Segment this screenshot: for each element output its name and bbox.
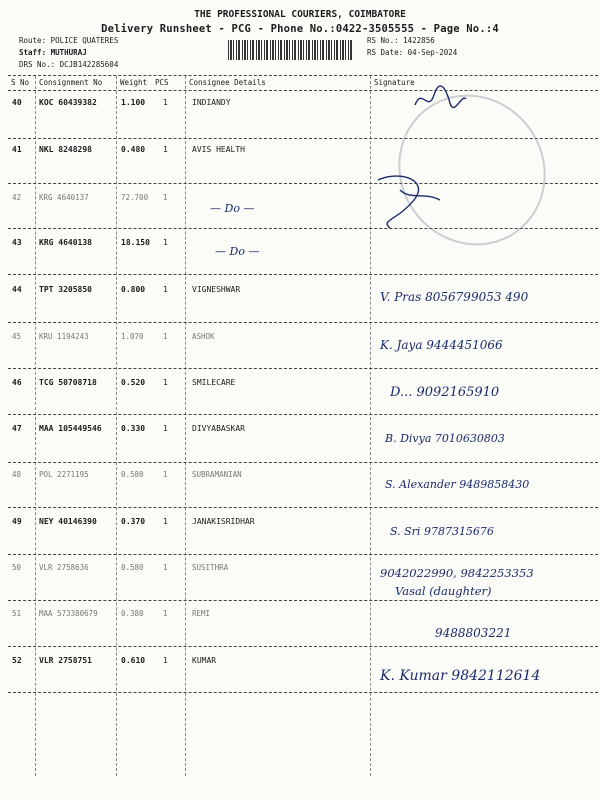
rs-date-line	[367, 48, 457, 57]
handwritten-signature: 9042022990, 9842253353	[380, 566, 534, 580]
row-pcs: 1	[163, 238, 168, 247]
staff-value: MUTHURAJ	[50, 48, 87, 57]
row-separator	[8, 322, 598, 323]
handwritten-signature: V. Pras 8056799053 490	[380, 290, 529, 304]
drs-line	[19, 60, 118, 69]
row-separator	[8, 646, 598, 647]
signature-scribble	[370, 170, 450, 230]
row-consignee: DIVYABASKAR	[192, 424, 245, 433]
row-weight: 0.330	[121, 424, 146, 433]
rs-date-value: 04-Sep-2024	[407, 48, 458, 57]
company-name: THE PROFESSIONAL COURIERS, COIMBATORE	[194, 9, 406, 20]
row-weight: 0.380	[121, 609, 144, 618]
row-consignment: MAA 573380679	[39, 609, 98, 618]
col-divider	[185, 76, 186, 776]
row-sno: 40	[12, 98, 22, 107]
row-consignee: KUMAR	[192, 656, 217, 665]
row-pcs: 1	[163, 517, 168, 526]
row-sno: 47	[12, 424, 22, 433]
row-consignee: SUBRAMANIAN	[192, 470, 242, 479]
row-consignee: SUSITHRA	[192, 563, 229, 572]
staff-line	[19, 48, 87, 57]
row-sno: 44	[12, 285, 22, 294]
row-sno: 43	[12, 238, 22, 247]
row-sno: 52	[12, 656, 22, 665]
row-weight: 0.480	[121, 145, 146, 154]
row-pcs: 1	[163, 285, 168, 294]
row-pcs: 1	[163, 378, 168, 387]
row-separator	[8, 507, 598, 508]
row-sno: 50	[12, 563, 22, 572]
row-pcs: 1	[163, 98, 168, 107]
row-separator	[8, 462, 598, 463]
barcode	[228, 40, 352, 60]
row-consignee: REMI	[192, 609, 211, 618]
col-divider	[116, 76, 117, 776]
route-label: Route:	[19, 36, 47, 45]
row-separator	[8, 414, 598, 415]
row-sno: 41	[12, 145, 22, 154]
row-consignee: JANAKISRIDHAR	[192, 517, 255, 526]
route-line	[19, 36, 118, 45]
runsheet-title: Delivery Runsheet - PCG - Phone No.:0422-3505555 - Page No.:4	[101, 23, 499, 35]
row-separator	[8, 600, 598, 601]
handwritten-signature: S. Alexander 9489858430	[385, 478, 530, 491]
handwritten-signature: B. Divya 7010630803	[385, 432, 505, 445]
row-consignment: POL 2271195	[39, 470, 89, 479]
row-consignment: VLR 2758751	[39, 656, 92, 665]
row-pcs: 1	[163, 609, 168, 618]
row-consignment: KRG 4640137	[39, 193, 89, 202]
row-consignee: VIGNESHWAR	[192, 285, 241, 294]
row-sno: 45	[12, 332, 22, 341]
col-sno: S No	[11, 78, 30, 87]
drs-value: DCJB142285604	[59, 60, 119, 69]
row-consignment: KRU 1194243	[39, 332, 89, 341]
row-consignment: NKL 8248298	[39, 145, 92, 154]
row-consignee: INDIANDY	[192, 98, 231, 107]
row-consignment: KRG 4640138	[39, 238, 92, 247]
rs-no-label: RS No.:	[367, 36, 399, 45]
row-weight: 18.150	[121, 238, 150, 247]
row-weight: 1.070	[121, 332, 144, 341]
row-weight: 72.700	[121, 193, 149, 202]
row-pcs: 1	[163, 563, 168, 572]
row-sno: 49	[12, 517, 22, 526]
row-pcs: 1	[163, 145, 168, 154]
row-consignment: KOC 60439382	[39, 98, 97, 107]
row-separator	[8, 274, 598, 275]
header-bottom-rule	[8, 90, 598, 91]
row-sno: 48	[12, 470, 22, 479]
handwritten-signature: 9488803221	[435, 626, 512, 640]
row-consignment: VLR 2758636	[39, 563, 89, 572]
row-consignee: AVIS HEALTH	[192, 145, 245, 154]
row-separator	[8, 692, 598, 693]
header-top-rule	[8, 75, 598, 76]
handwritten-signature: Vasal (daughter)	[395, 584, 492, 598]
row-pcs: 1	[163, 424, 168, 433]
col-consignment: Consignment No	[39, 78, 103, 87]
ditto-mark: — Do —	[210, 202, 255, 215]
rs-no-line	[367, 36, 435, 45]
row-sno: 46	[12, 378, 22, 387]
row-sno: 42	[12, 193, 22, 202]
row-pcs: 1	[163, 193, 168, 202]
handwritten-signature: D... 9092165910	[390, 385, 500, 400]
row-consignment: TPT 3205850	[39, 285, 92, 294]
row-pcs: 1	[163, 656, 168, 665]
row-consignee: SMILECARE	[192, 378, 236, 387]
handwritten-signature: S. Sri 9787315676	[390, 525, 494, 538]
rs-no-value: 1422856	[403, 36, 435, 45]
row-weight: 0.520	[121, 378, 146, 387]
col-divider	[35, 76, 36, 776]
row-pcs: 1	[163, 470, 168, 479]
row-weight: 0.800	[121, 285, 146, 294]
row-consignment: TCG 50708718	[39, 378, 97, 387]
row-consignee: ASHOK	[192, 332, 215, 341]
staff-label: Staff:	[19, 48, 47, 57]
ditto-mark: — Do —	[215, 245, 260, 258]
row-weight: 1.100	[121, 98, 146, 107]
row-sno: 51	[12, 609, 22, 618]
col-signature: Signature	[374, 78, 415, 87]
row-separator	[8, 368, 598, 369]
col-pcs: PCS	[155, 78, 169, 87]
handwritten-signature: K. Jaya 9444451066	[380, 338, 503, 352]
drs-label: DRS No.:	[19, 60, 56, 69]
row-weight: 0.370	[121, 517, 146, 526]
row-weight: 0.580	[121, 470, 144, 479]
route-value: POLICE QUATERES	[50, 36, 119, 45]
handwritten-signature: K. Kumar 9842112614	[380, 668, 541, 684]
signature-scribble	[410, 85, 470, 115]
row-consignment: MAA 105449546	[39, 424, 102, 433]
row-weight: 0.580	[121, 563, 144, 572]
row-pcs: 1	[163, 332, 168, 341]
rs-date-label: RS Date:	[367, 48, 404, 57]
col-consignee: Consignee Details	[189, 78, 266, 87]
row-weight: 0.610	[121, 656, 146, 665]
row-separator	[8, 554, 598, 555]
row-consignment: NEY 40146390	[39, 517, 97, 526]
col-weight: Weight	[120, 78, 148, 87]
